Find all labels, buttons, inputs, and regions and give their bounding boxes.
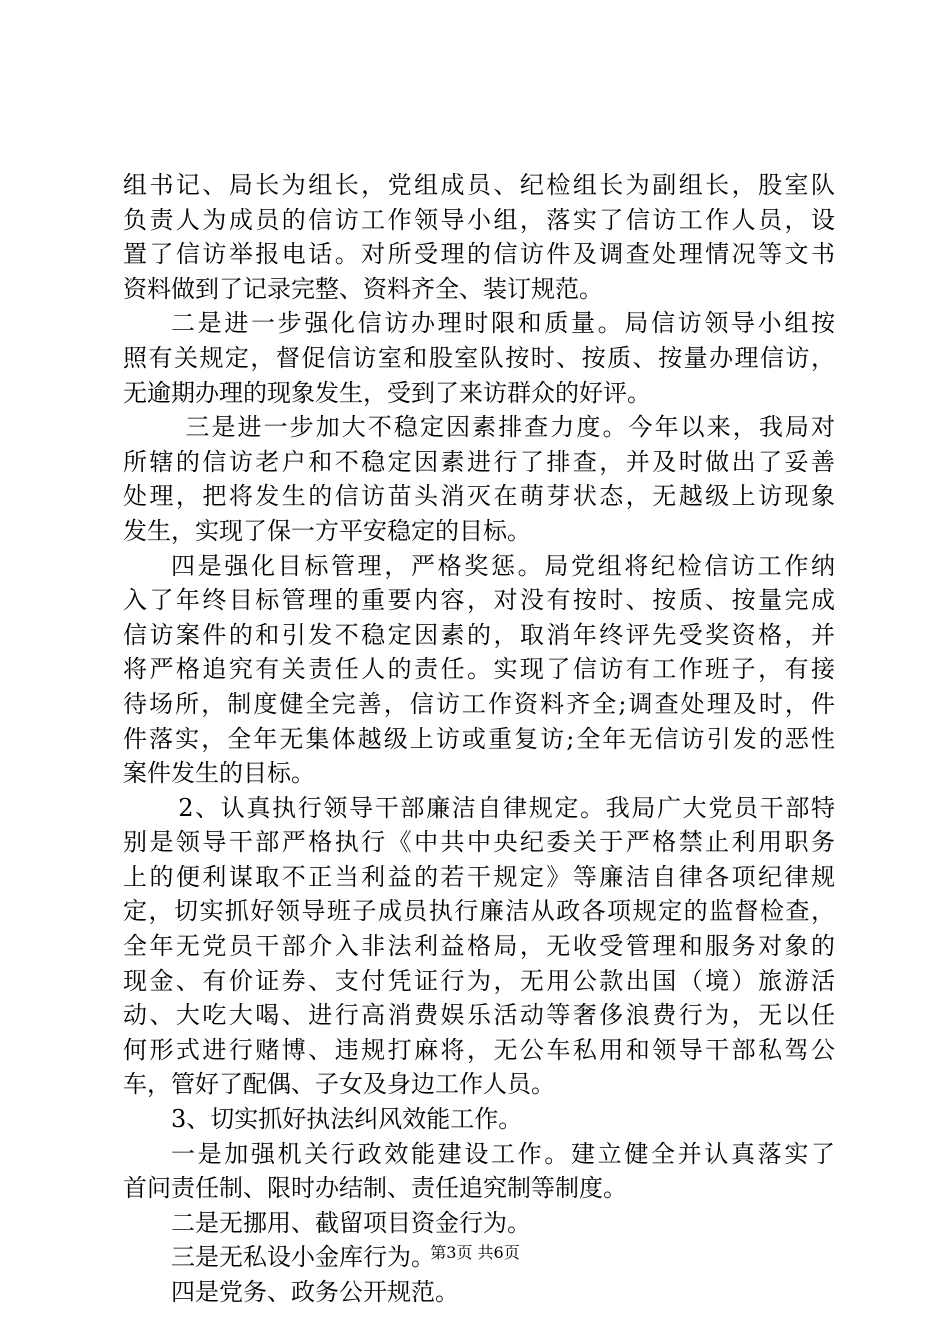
text-line: 上的便利谋取不正当利益的若干规定》等廉洁自律各项纪律规 [123, 862, 835, 891]
text-line: 置了信访举报电话。对所受理的信访件及调查处理情况等文书 [123, 240, 835, 269]
page-number-footer: 第3页 共6页 [430, 1243, 520, 1262]
text-line: 三是进一步加大不稳定因素排查力度。今年以来，我局对 [185, 413, 835, 442]
text-line: 首问责任制、限时办结制、责任追究制等制度。 [123, 1174, 627, 1203]
text-line: 发生，实现了保一方平安稳定的目标。 [123, 516, 531, 545]
text-line: 四是强化目标管理，严格奖惩。局党组将纪检信访工作纳 [171, 551, 835, 580]
text-line: 组书记、局长为组长，党组成员、纪检组长为副组长，股室队 [123, 171, 835, 199]
text-line: 所辖的信访老户和不稳定因素进行了排查，并及时做出了妥善 [123, 447, 835, 476]
text-line: 件落实，全年无集体越级上访或重复访;全年无信访引发的恶性 [123, 724, 835, 753]
text-line: 定，切实抓好领导班子成员执行廉洁从政各项规定的监督检查， [123, 897, 835, 926]
text-line: 动、大吃大喝、进行高消费娱乐活动等奢侈浪费行为，无以任 [123, 1001, 835, 1030]
text-line: 二是无挪用、截留项目资金行为。 [171, 1208, 531, 1237]
text-line: 二是进一步强化信访办理时限和质量。局信访领导小组按 [171, 309, 835, 338]
text-line: 处理，把将发生的信访苗头消灭在萌芽状态，无越级上访现象 [123, 482, 835, 511]
text-line: 案件发生的目标。 [123, 759, 315, 788]
text-line: 别是领导干部严格执行《中共中央纪委关于严格禁止利用职务 [123, 828, 835, 857]
text-line: 入了年终目标管理的重要内容，对没有按时、按质、按量完成 [123, 586, 835, 615]
document-body [123, 168, 835, 1310]
text-line: 信访案件的和引发不稳定因素的，取消年终评先受奖资格，并 [123, 620, 835, 649]
text-line: 三是无私设小金库行为。 [171, 1243, 435, 1272]
text-line: 现金、有价证券、支付凭证行为，无用公款出国（境）旅游活 [123, 966, 835, 995]
text-line: 负责人为成员的信访工作领导小组，落实了信访工作人员，设 [123, 205, 835, 234]
text-line: 照有关规定，督促信访室和股室队按时、按质、按量办理信访， [123, 343, 835, 372]
text-line: 3、切实抓好执法纠风效能工作。 [171, 1105, 523, 1134]
text-line: 无逾期办理的现象发生，受到了来访群众的好评。 [123, 378, 651, 407]
text-line: 2、认真执行领导干部廉洁自律规定。我局广大党员干部特 [178, 793, 835, 822]
text-line: 待场所，制度健全完善，信访工作资料齐全;调查处理及时，件 [123, 689, 835, 718]
text-line: 全年无党员干部介入非法利益格局，无收受管理和服务对象的 [123, 932, 835, 961]
text-line: 四是党务、政务公开规范。 [171, 1278, 459, 1306]
text-line: 一是加强机关行政效能建设工作。建立健全并认真落实了 [171, 1139, 835, 1168]
text-line: 资料做到了记录完整、资料齐全、装订规范。 [123, 274, 603, 303]
text-line: 车，管好了配偶、子女及身边工作人员。 [123, 1070, 555, 1099]
text-line: 何形式进行赌博、违规打麻将，无公车私用和领导干部私驾公 [123, 1035, 835, 1064]
text-line: 将严格追究有关责任人的责任。实现了信访有工作班子，有接 [123, 655, 835, 684]
